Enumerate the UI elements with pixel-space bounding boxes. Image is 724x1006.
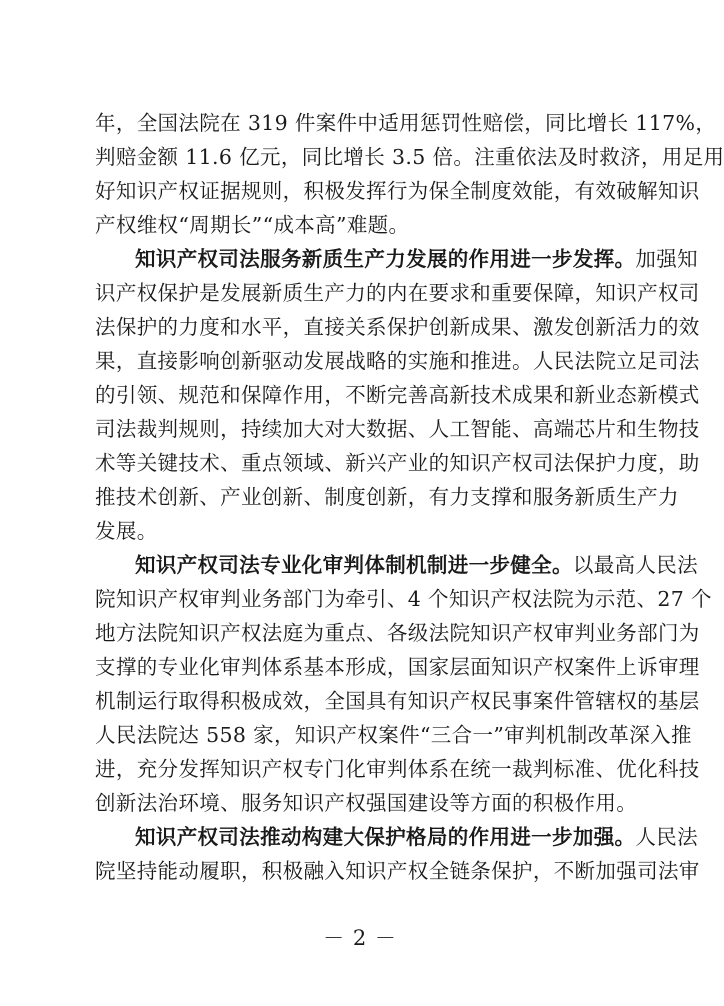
paragraph-2-line-4: 果，直接影响创新驱动发展战略的实施和推进。人民法院立足司法 — [95, 349, 700, 373]
paragraph-3-heading: 知识产权司法专业化审判体制机制进一步健全。 — [135, 553, 573, 577]
paragraph-1-line-3: 好知识产权证据规则，积极发挥行为保全制度效能，有效破解知识 — [95, 179, 700, 203]
paragraph-2-line-2: 识产权保护是发展新质生产力的内在要求和重要保障，知识产权司 — [95, 281, 700, 305]
paragraph-3-line-4: 支撑的专业化审判体系基本形成，国家层面知识产权案件上诉审理 — [95, 655, 700, 679]
paragraph-3-line-2: 院知识产权审判业务部门为牵引、4 个知识产权法院为示范、27 个 — [95, 587, 712, 611]
paragraph-4-heading: 知识产权司法推动构建大保护格局的作用进一步加强。 — [135, 825, 636, 849]
paragraph-4-first-line — [135, 820, 698, 854]
paragraph-3-first-line — [135, 548, 698, 582]
paragraph-4-line-2: 院坚持能动履职，积极融入知识产权全链条保护，不断加强司法审 — [95, 859, 700, 883]
paragraph-2-line-3: 法保护的力度和水平，直接关系保护创新成果、激发创新活力的效 — [95, 315, 700, 339]
paragraph-2-line-5: 的引领、规范和保障作用，不断完善高新技术成果和新业态新模式 — [95, 383, 700, 407]
paragraph-2-line-7: 术等关键技术、重点领域、新兴产业的知识产权司法保护力度，助 — [95, 451, 700, 475]
paragraph-2-line-8: 推技术创新、产业创新、制度创新，有力支撑和服务新质生产力 — [95, 485, 679, 509]
paragraph-2-line-6: 司法裁判规则，持续加大对大数据、人工智能、高端芯片和生物技 — [95, 417, 700, 441]
paragraph-2-heading: 知识产权司法服务新质生产力发展的作用进一步发挥。 — [135, 247, 636, 271]
paragraph-3-line-3: 地方法院知识产权法庭为重点、各级法院知识产权审判业务部门为 — [95, 621, 700, 645]
paragraph-3-line-7: 进，充分发挥知识产权专门化审判体系在统一裁判标准、优化科技 — [95, 757, 700, 781]
paragraph-3-line-6: 人民法院达 558 家，知识产权案件“三合一”审判机制改革深入推 — [95, 723, 692, 747]
page-number: － 2 － — [323, 926, 397, 950]
paragraph-1-line-2: 判赔金额 11.6 亿元，同比增长 3.5 倍。注重依法及时救济，用足用 — [95, 145, 724, 169]
paragraph-1-line-4: 产权维权“周期长”“成本高”难题。 — [95, 213, 410, 237]
paragraph-2-lead-text: 加强知 — [635, 247, 698, 271]
paragraph-2-line-9: 发展。 — [95, 519, 158, 543]
paragraph-3-lead-text: 以最高人民法 — [572, 553, 698, 577]
paragraph-3-line-5: 机制运行取得积极成效，全国具有知识产权民事案件管辖权的基层 — [95, 689, 700, 713]
paragraph-1-line-1: 年，全国法院在 319 件案件中适用惩罚性赔偿，同比增长 117%， — [95, 111, 717, 135]
paragraph-4-lead-text: 人民法 — [635, 825, 698, 849]
paragraph-2-first-line — [135, 242, 698, 276]
paragraph-3-line-8: 创新法治环境、服务知识产权强国建设等方面的积极作用。 — [95, 791, 638, 815]
